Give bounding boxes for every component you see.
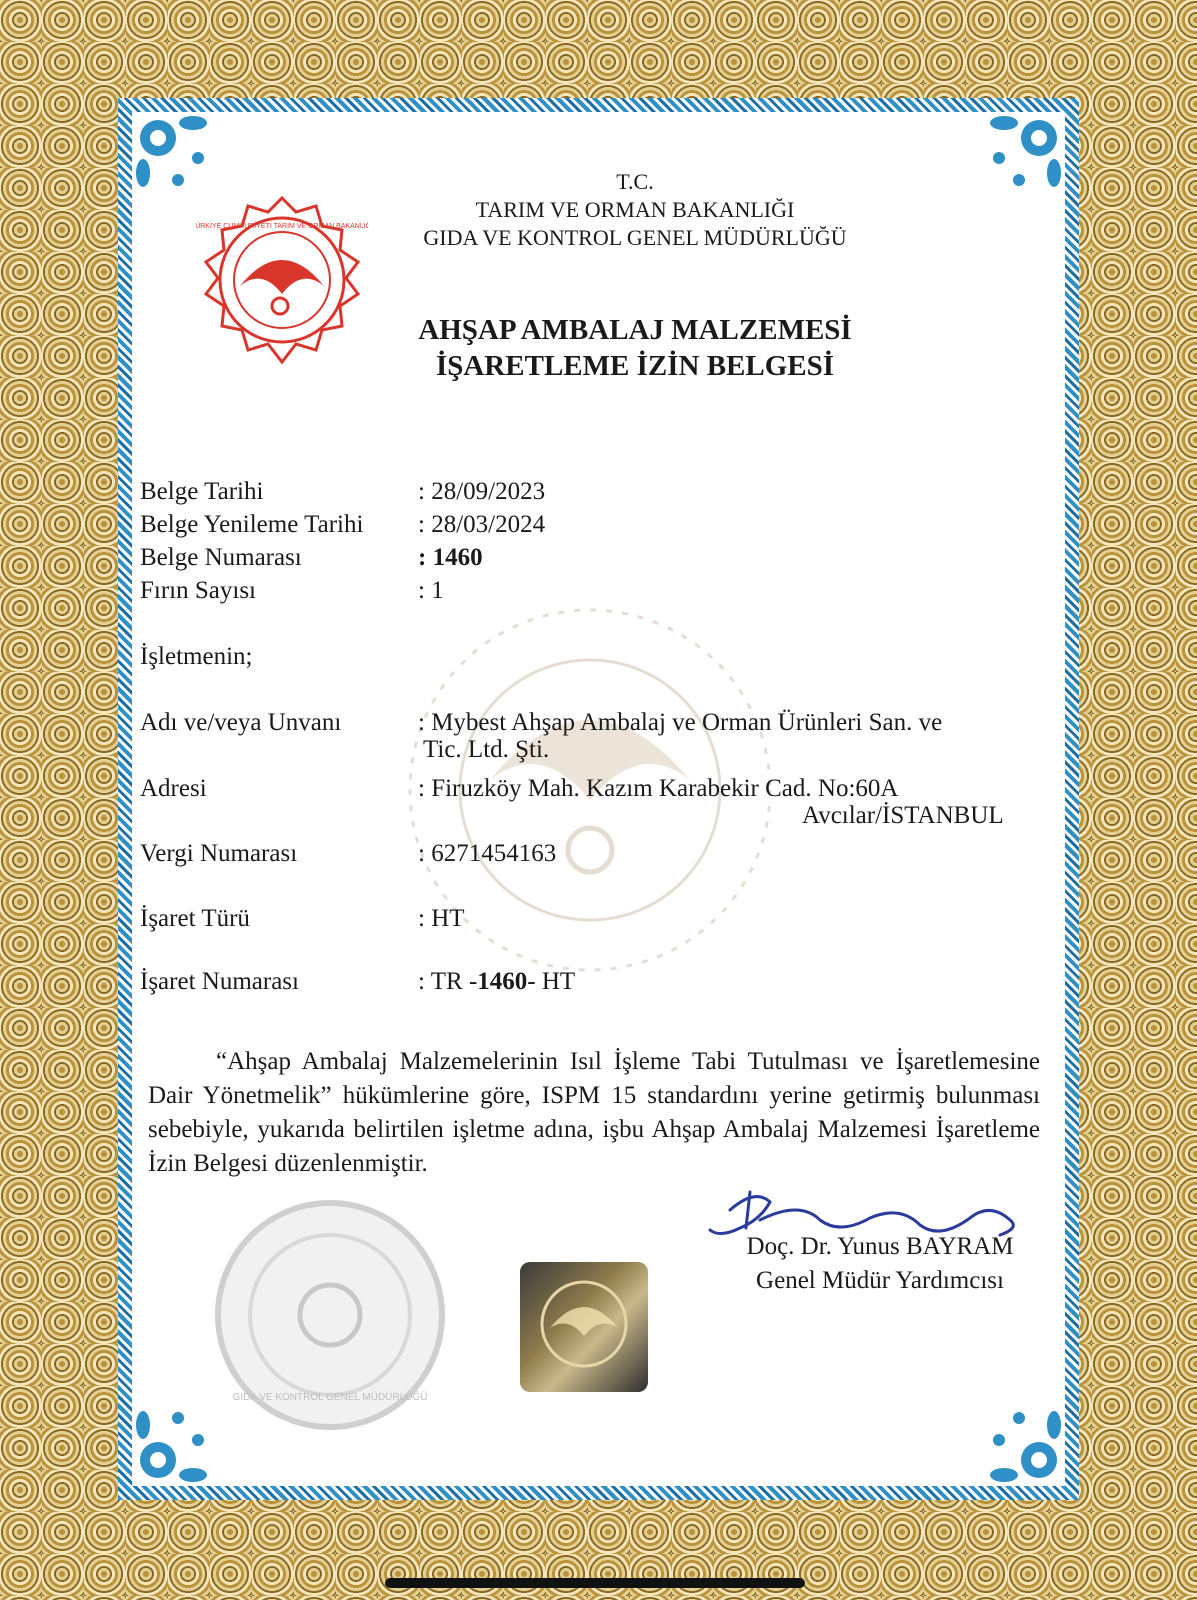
document-title (330, 312, 940, 384)
field-value: : 28/09/2023 (418, 478, 546, 505)
field-value: : HT (418, 905, 465, 932)
field-value: : 1460 (418, 544, 483, 571)
field-label: Belge Numarası (140, 544, 302, 571)
field-value: : 6271454163 (418, 840, 557, 867)
corner-flourish-icon (969, 98, 1079, 208)
mark-suffix: - HT (527, 968, 576, 995)
header-line-directorate: GIDA VE KONTROL GENEL MÜDÜRLÜĞÜ (423, 225, 847, 250)
field-label: İşaret Numarası (140, 968, 299, 995)
mark-number: 1460 (477, 968, 528, 995)
legal-statement (148, 1045, 1040, 1181)
legal-statement-text: “Ahşap Ambalaj Malzemelerinin Isıl İşleme Tabi Tutulması ve İşaretlemesine Dair Yönetmelik” hükümlerine göre, ISPM 15 standardını yerine getirmiş bulunması sebebiyle, yukarıda belirtilen işletme adına, işbu Ahşap Ambalaj Malzemesi İşaretleme İzin Belgesi düzenlenmiştir. (148, 1048, 1040, 1177)
field-value (418, 968, 575, 996)
header-line-tc: T.C. (616, 169, 654, 194)
embossed-dry-seal-icon (210, 1195, 450, 1435)
emboss-text: GIDA VE KONTROL GENEL MÜDÜRLÜĞÜ (232, 1392, 428, 1403)
signatory-name: Doç. Dr. Yunus BAYRAM (746, 1233, 1014, 1260)
field-value-cont: Tic. Ltd. Şti. (423, 736, 550, 763)
hologram-sticker-icon (520, 1262, 648, 1392)
title-line-1: AHŞAP AMBALAJ MALZEMESİ (418, 314, 852, 346)
field-label: Adı ve/veya Unvanı (140, 709, 342, 736)
signatory-title: Genel Müdür Yardımcısı (756, 1267, 1004, 1294)
signatory-block (700, 1230, 1060, 1298)
field-label: Fırın Sayısı (140, 577, 256, 604)
title-line-2: İŞARETLEME İZİN BELGESİ (435, 350, 835, 382)
corner-flourish-icon (969, 1390, 1079, 1500)
field-value: : 28/03/2024 (418, 511, 546, 538)
field-value: : 1 (418, 577, 444, 604)
corner-flourish-icon (118, 98, 228, 208)
field-label: Vergi Numarası (140, 840, 298, 867)
field-value: : Firuzköy Mah. Kazım Karabekir Cad. No:60A (418, 775, 899, 802)
home-indicator[interactable] (385, 1578, 805, 1588)
field-label: Adresi (140, 775, 207, 802)
field-value: : Mybest Ahşap Ambalaj ve Orman Ürünleri San. ve (418, 709, 943, 736)
mark-prefix: : TR - (418, 968, 478, 995)
header-line-ministry: TARIM VE ORMAN BAKANLIĞI (475, 197, 795, 222)
field-label: Belge Yenileme Tarihi (140, 511, 364, 538)
field-value-cont: Avcılar/İSTANBUL (802, 802, 1004, 829)
section-label: İşletmenin; (140, 643, 253, 670)
field-label: Belge Tarihi (140, 478, 264, 505)
issuer-header (380, 168, 890, 252)
field-label: İşaret Türü (140, 905, 250, 932)
seal-ring-text: TÜRKİYE CUMHURİYETİ TARIM VE ORMAN BAKANLIĞI (196, 223, 368, 230)
